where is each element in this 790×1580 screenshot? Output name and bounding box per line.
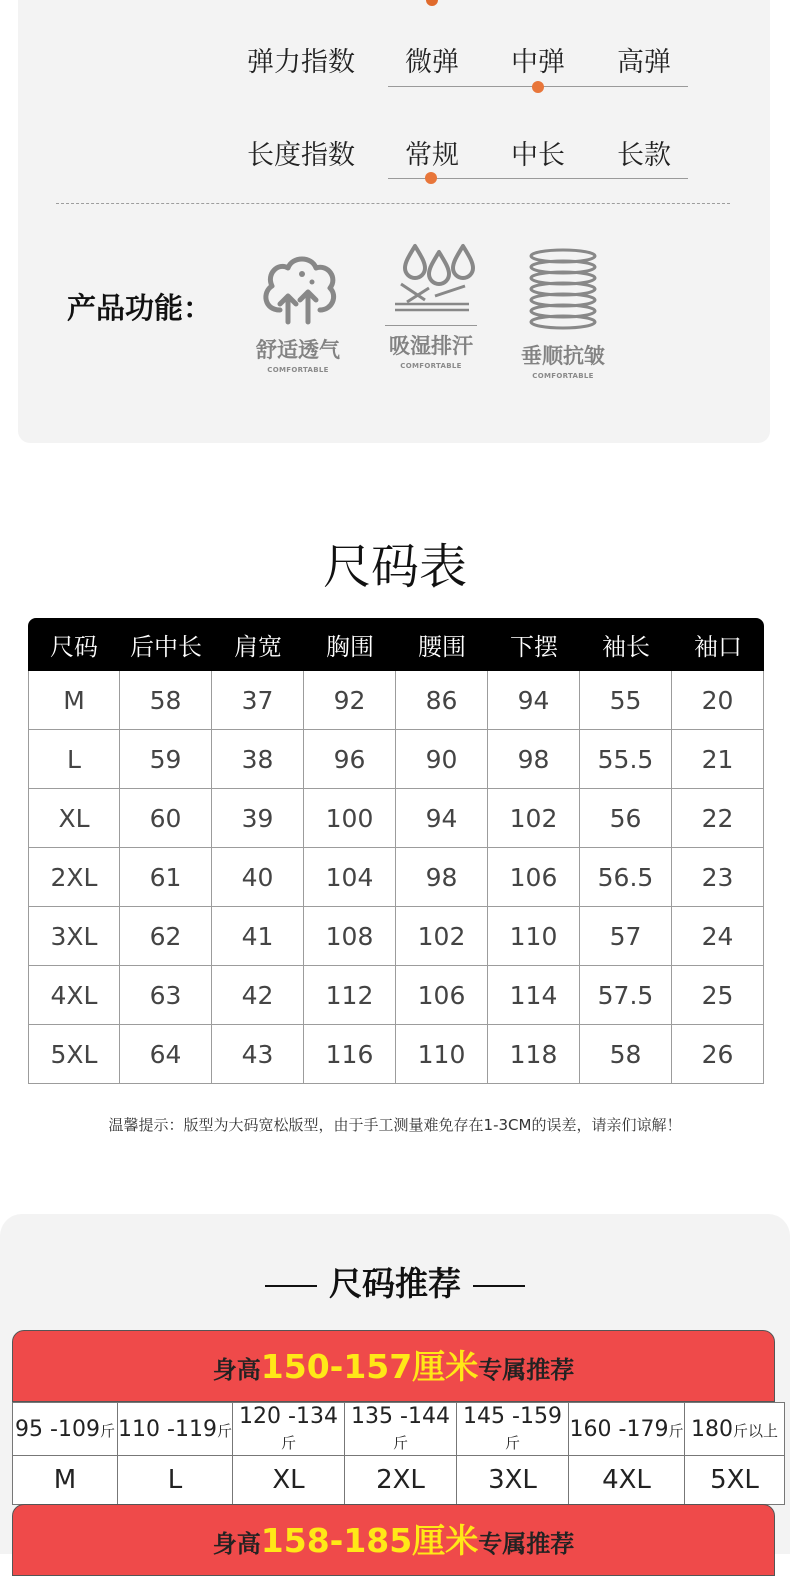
size-cell: L — [118, 1456, 233, 1505]
weight-cell: 180斤以上 — [685, 1403, 785, 1456]
table-cell: 63 — [120, 966, 212, 1025]
table-cell: 90 — [396, 730, 488, 789]
table-cell: 104 — [304, 848, 396, 907]
table-cell: 106 — [488, 848, 580, 907]
elasticity-option-low: 微弹 — [405, 47, 459, 78]
table-cell: 92 — [304, 671, 396, 730]
breathable-tree-icon — [243, 252, 353, 330]
size-table-header-cell: 袖口 — [672, 618, 764, 671]
table-row — [28, 730, 764, 789]
table-cell: 60 — [120, 789, 212, 848]
size-row — [13, 1456, 785, 1505]
table-cell: 102 — [488, 789, 580, 848]
size-cell: 3XL — [457, 1456, 569, 1505]
table-cell: 3XL — [28, 907, 120, 966]
table-cell: 108 — [304, 907, 396, 966]
title-rule-right — [473, 1285, 525, 1287]
size-table-header-cell: 尺码 — [28, 618, 120, 671]
table-row — [28, 848, 764, 907]
table-cell: 118 — [488, 1025, 580, 1084]
functions-label: 产品功能： — [67, 291, 213, 325]
size-table-header-cell: 下摆 — [488, 618, 580, 671]
function-sub: COMFORTABLE — [267, 366, 329, 374]
table-cell: 112 — [304, 966, 396, 1025]
size-cell: M — [13, 1456, 118, 1505]
table-cell: 20 — [672, 671, 764, 730]
height-banner-2: 身高158-185厘米专属推荐 — [12, 1504, 775, 1576]
size-cell: 5XL — [685, 1456, 785, 1505]
weight-row — [13, 1403, 785, 1456]
table-cell: 57 — [580, 907, 672, 966]
table-cell: 98 — [488, 730, 580, 789]
size-table — [28, 618, 764, 1084]
table-cell: M — [28, 671, 120, 730]
table-cell: 62 — [120, 907, 212, 966]
recommend-table — [12, 1402, 785, 1505]
length-option-long: 长款 — [617, 140, 671, 171]
table-cell: 26 — [672, 1025, 764, 1084]
function-sub: COMFORTABLE — [532, 372, 594, 380]
size-table-header-cell: 后中长 — [120, 618, 212, 671]
table-row — [28, 907, 764, 966]
length-option-mid: 中长 — [511, 140, 565, 171]
function-name: 吸湿排汗 — [389, 334, 473, 358]
table-cell: 37 — [212, 671, 304, 730]
table-cell: 38 — [212, 730, 304, 789]
size-table-title: 尺码表 — [322, 539, 467, 595]
table-cell: 39 — [212, 789, 304, 848]
table-cell: 98 — [396, 848, 488, 907]
table-cell: 57.5 — [580, 966, 672, 1025]
table-cell: 40 — [212, 848, 304, 907]
size-table-header-cell: 胸围 — [304, 618, 396, 671]
size-table-header-cell: 肩宽 — [212, 618, 304, 671]
size-table-header-cell: 袖长 — [580, 618, 672, 671]
section-divider — [56, 203, 730, 204]
table-cell: 55 — [580, 671, 672, 730]
table-cell: 23 — [672, 848, 764, 907]
table-row — [28, 1025, 764, 1084]
table-cell: 41 — [212, 907, 304, 966]
elasticity-option-high: 高弹 — [617, 47, 671, 78]
function-name: 舒适透气 — [256, 338, 340, 362]
table-cell: 114 — [488, 966, 580, 1025]
title-rule-left — [265, 1285, 317, 1287]
anti-wrinkle-coil-icon — [508, 248, 618, 336]
table-cell: 43 — [212, 1025, 304, 1084]
table-cell: 56 — [580, 789, 672, 848]
table-cell: 22 — [672, 789, 764, 848]
height-banner-1: 身高150-157厘米专属推荐 — [12, 1330, 775, 1402]
elasticity-option-medium: 中弹 — [511, 47, 565, 78]
weight-cell: 160 -179斤 — [569, 1403, 685, 1456]
table-cell: 96 — [304, 730, 396, 789]
weight-cell: 110 -119斤 — [118, 1403, 233, 1456]
table-row — [28, 966, 764, 1025]
measurement-note: 温馨提示：版型为大码宽松版型，由于手工测量难免存在1-3CM的误差，请亲们谅解！ — [108, 1116, 682, 1134]
weight-cell: 120 -134斤 — [233, 1403, 345, 1456]
table-cell: 100 — [304, 789, 396, 848]
table-cell: 110 — [396, 1025, 488, 1084]
table-cell: 102 — [396, 907, 488, 966]
table-cell: 106 — [396, 966, 488, 1025]
table-cell: 94 — [396, 789, 488, 848]
table-cell: 5XL — [28, 1025, 120, 1084]
table-row — [28, 671, 764, 730]
table-cell: 58 — [120, 671, 212, 730]
table-cell: 55.5 — [580, 730, 672, 789]
table-cell: 86 — [396, 671, 488, 730]
elasticity-label: 弹力指数 — [247, 47, 355, 78]
table-cell: 24 — [672, 907, 764, 966]
elasticity-selected-dot — [532, 81, 544, 93]
weight-cell: 145 -159斤 — [457, 1403, 569, 1456]
function-breathable — [243, 252, 353, 374]
table-cell: 116 — [304, 1025, 396, 1084]
table-cell: 21 — [672, 730, 764, 789]
table-cell: 42 — [212, 966, 304, 1025]
table-cell: 110 — [488, 907, 580, 966]
length-option-regular: 常规 — [405, 140, 459, 171]
table-cell: L — [28, 730, 120, 789]
size-cell: 2XL — [345, 1456, 457, 1505]
function-moisture-wicking — [376, 240, 486, 370]
length-selected-dot — [425, 172, 437, 184]
table-cell: 56.5 — [580, 848, 672, 907]
table-cell: 64 — [120, 1025, 212, 1084]
size-cell: 4XL — [569, 1456, 685, 1505]
table-cell: 94 — [488, 671, 580, 730]
table-cell: XL — [28, 789, 120, 848]
function-name: 垂顺抗皱 — [521, 344, 605, 368]
weight-cell: 95 -109斤 — [13, 1403, 118, 1456]
moisture-wicking-icon — [376, 240, 486, 326]
table-cell: 61 — [120, 848, 212, 907]
size-cell: XL — [233, 1456, 345, 1505]
table-cell: 4XL — [28, 966, 120, 1025]
table-cell: 25 — [672, 966, 764, 1025]
table-cell: 58 — [580, 1025, 672, 1084]
table-cell: 2XL — [28, 848, 120, 907]
size-table-header-cell: 腰围 — [396, 618, 488, 671]
size-table-header — [28, 618, 764, 671]
table-cell: 59 — [120, 730, 212, 789]
function-sub: COMFORTABLE — [400, 362, 462, 370]
weight-cell: 135 -144斤 — [345, 1403, 457, 1456]
recommend-title: 尺码推荐 — [0, 1258, 790, 1305]
length-label: 长度指数 — [247, 140, 355, 171]
function-anti-wrinkle — [508, 248, 618, 380]
table-row — [28, 789, 764, 848]
